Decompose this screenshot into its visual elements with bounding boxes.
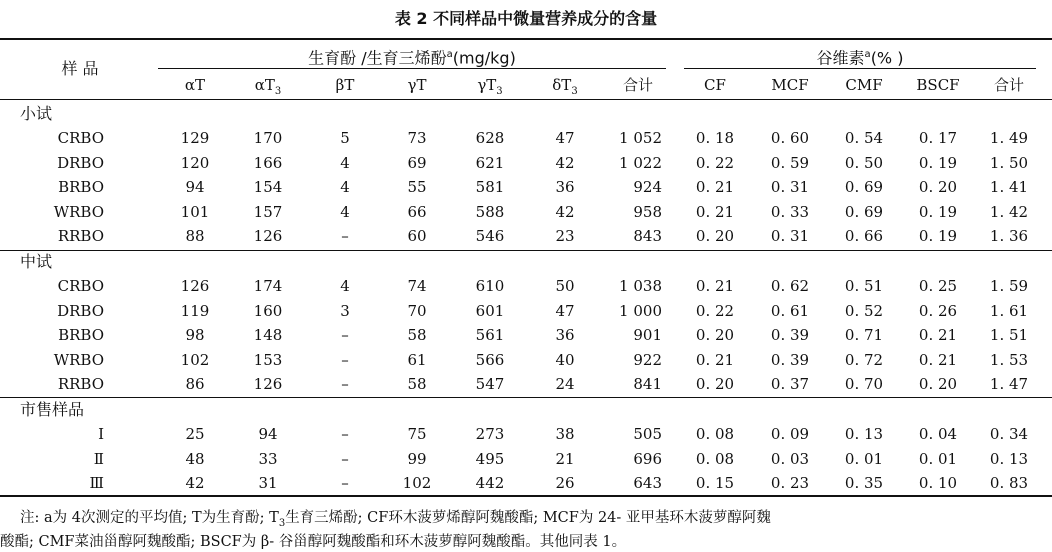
toco-group-header: 生育酚 /生育三烯酚$^a$(mg/kg) <box>308 48 516 68</box>
table-cell-bT: – <box>341 425 349 443</box>
table-cell-dT3: 38 <box>555 425 575 443</box>
col-header-BSCF: BSCF <box>916 76 960 94</box>
table-cell-aT: 25 <box>185 425 205 443</box>
col-header-gT: γT <box>407 76 427 94</box>
table-cell-aT3: 126 <box>253 375 283 394</box>
table-cell-BSCF: 0. 19 <box>918 227 958 246</box>
table-cell-BSCF: 0. 19 <box>918 153 958 172</box>
table-cell-CF: 0. 08 <box>695 425 735 443</box>
table-cell-dT3: 47 <box>555 301 575 320</box>
table-cell-CF: 0. 20 <box>695 227 735 246</box>
table-cell-sum1: 1 052 <box>619 129 662 147</box>
table-cell-BSCF: 0. 25 <box>918 277 958 295</box>
table-cell-sum2: 1. 59 <box>989 277 1029 295</box>
table-cell-CMF: 0. 35 <box>844 474 884 493</box>
table-cell-CMF: 0. 13 <box>844 425 884 443</box>
table-cell-gT: 69 <box>407 153 427 172</box>
table-cell-bT: 5 <box>340 129 350 147</box>
sample-header: 样 品 <box>61 59 99 78</box>
table-cell-sample: WRBO <box>53 202 104 221</box>
table-cell-aT3: 157 <box>253 202 283 221</box>
table-cell-sum2: 0. 13 <box>989 449 1029 468</box>
table-cell-aT3: 148 <box>253 326 283 345</box>
table-cell-MCF: 0. 59 <box>770 153 810 172</box>
table-cell-BSCF: 0. 26 <box>918 301 958 320</box>
table-cell-MCF: 0. 39 <box>770 350 810 369</box>
table-cell-gT3: 495 <box>475 449 505 468</box>
table-cell-bT: – <box>341 227 349 246</box>
table-cell-gT3: 547 <box>475 375 505 394</box>
table-cell-bT: 3 <box>340 301 350 320</box>
table-cell-CF: 0. 21 <box>695 202 735 221</box>
table-cell-sum1: 505 <box>633 425 662 443</box>
table-cell-MCF: 0. 62 <box>770 277 810 295</box>
table-cell-sum2: 1. 53 <box>989 350 1029 369</box>
table-cell-gT: 70 <box>407 301 427 320</box>
table-cell-CF: 0. 22 <box>695 153 735 172</box>
table-cell-CMF: 0. 70 <box>844 375 884 394</box>
table-cell-aT: 48 <box>185 449 205 468</box>
table-cell-sum2: 0. 34 <box>989 425 1029 443</box>
table-cell-CF: 0. 22 <box>695 301 735 320</box>
table-cell-dT3: 21 <box>555 449 575 468</box>
table-cell-aT: 101 <box>180 202 210 221</box>
table-cell-dT3: 42 <box>555 153 575 172</box>
table-cell-MCF: 0. 39 <box>770 326 810 345</box>
table-cell-CMF: 0. 52 <box>844 301 884 320</box>
table-cell-sum2: 1. 61 <box>989 301 1029 320</box>
table-cell-CF: 0. 20 <box>695 326 735 345</box>
col-header-aT3: $\alpha T_3$ <box>254 76 282 97</box>
table-cell-MCF: 0. 31 <box>770 178 810 197</box>
table-cell-sample: WRBO <box>53 350 104 369</box>
table-cell-sample: CRBO <box>57 129 104 147</box>
table-cell-bT: – <box>341 474 349 493</box>
table-cell-bT: 4 <box>340 178 350 197</box>
table-cell-bT: – <box>341 449 349 468</box>
table-cell-sample: BRBO <box>58 326 104 345</box>
table-cell-gT3: 561 <box>475 326 505 345</box>
table-cell-gT: 102 <box>402 474 432 493</box>
table-cell-gT3: 610 <box>475 277 505 295</box>
table-cell-sum1: 696 <box>633 449 662 468</box>
table-cell-bT: – <box>341 350 349 369</box>
table-cell-sample: DRBO <box>57 301 104 320</box>
table-cell-BSCF: 0. 04 <box>918 425 958 443</box>
table-cell-BSCF: 0. 01 <box>918 449 958 468</box>
table-cell-sum2: 1. 50 <box>989 153 1029 172</box>
table-cell-sum1: 841 <box>633 375 662 394</box>
table-cell-aT: 126 <box>180 277 210 295</box>
table-cell-sample: RRBO <box>57 375 104 394</box>
table-cell-gT3: 628 <box>475 129 505 147</box>
footnote-line-2: 酸酯; CMF菜油甾醇阿魏酸酯; BSCF为 β- 谷甾醇阿魏酸酯和环木菠萝醇阿魏酸酯。其他同表 1。 <box>0 534 627 550</box>
table-cell-dT3: 24 <box>555 375 575 394</box>
table-cell-BSCF: 0. 21 <box>918 350 958 369</box>
table-cell-aT: 98 <box>185 326 205 345</box>
table-cell-aT3: 126 <box>253 227 283 246</box>
table-cell-aT: 119 <box>180 301 210 320</box>
table-cell-gT3: 546 <box>475 227 505 246</box>
table-cell-BSCF: 0. 10 <box>918 474 958 493</box>
table-cell-gT: 74 <box>407 277 427 295</box>
col-header-bT: βT <box>335 76 355 94</box>
table-cell-sum2: 1. 49 <box>989 129 1029 147</box>
table-cell-MCF: 0. 33 <box>770 202 810 221</box>
section-label: 市售样品 <box>20 400 85 419</box>
table-cell-sum1: 922 <box>633 350 662 369</box>
table-cell-CMF: 0. 51 <box>844 277 884 295</box>
table-cell-sum1: 643 <box>633 474 662 493</box>
table-cell-sum1: 1 000 <box>619 301 662 320</box>
table-cell-gT3: 601 <box>475 301 505 320</box>
table-cell-BSCF: 0. 21 <box>918 326 958 345</box>
table-cell-sum2: 1. 47 <box>989 375 1029 394</box>
table-cell-bT: 4 <box>340 277 350 295</box>
table-cell-aT: 129 <box>180 129 210 147</box>
table-cell-aT3: 154 <box>253 178 283 197</box>
table-cell-MCF: 0. 37 <box>770 375 810 394</box>
table-cell-MCF: 0. 60 <box>770 129 810 147</box>
col-header-CF: CF <box>704 76 726 94</box>
table-cell-gT3: 442 <box>475 474 505 493</box>
header-bottom-rule <box>0 99 1052 100</box>
table-cell-aT: 102 <box>180 350 210 369</box>
table-cell-gT: 60 <box>407 227 427 246</box>
col-header-sum2: 合计 <box>993 76 1024 94</box>
table-cell-dT3: 50 <box>555 277 575 295</box>
table-cell-CMF: 0. 01 <box>844 449 884 468</box>
col-header-gT3: $\gamma T_3$ <box>477 76 503 97</box>
table-cell-BSCF: 0. 20 <box>918 178 958 197</box>
table-cell-aT3: 160 <box>253 301 283 320</box>
table-cell-CMF: 0. 66 <box>844 227 884 246</box>
table-cell-gT3: 621 <box>475 153 505 172</box>
table-cell-aT: 42 <box>185 474 205 493</box>
table-cell-bT: 4 <box>340 153 350 172</box>
table-cell-aT3: 170 <box>253 129 283 147</box>
table-cell-dT3: 36 <box>555 178 575 197</box>
table-cell-sample: Ⅰ <box>98 425 104 443</box>
col-header-sum1: 合计 <box>622 76 653 94</box>
table-cell-MCF: 0. 09 <box>770 425 810 443</box>
table-cell-MCF: 0. 31 <box>770 227 810 246</box>
table-cell-gT: 61 <box>407 350 427 369</box>
table-cell-dT3: 47 <box>555 129 575 147</box>
table-cell-aT: 88 <box>185 227 205 246</box>
table-cell-CMF: 0. 72 <box>844 350 884 369</box>
table-cell-BSCF: 0. 17 <box>918 129 958 147</box>
table-cell-dT3: 26 <box>555 474 575 493</box>
table-cell-sample: Ⅱ <box>93 449 104 468</box>
table-cell-aT3: 166 <box>253 153 283 172</box>
table-cell-sum1: 843 <box>633 227 662 246</box>
table-cell-gT3: 566 <box>475 350 505 369</box>
table-cell-sum1: 924 <box>633 178 662 197</box>
table-cell-sample: Ⅲ <box>89 474 104 493</box>
table-cell-CF: 0. 08 <box>695 449 735 468</box>
section-label: 小试 <box>20 104 53 123</box>
table-cell-gT: 99 <box>407 449 427 468</box>
table-cell-gT: 58 <box>407 326 427 345</box>
table-cell-aT3: 153 <box>253 350 283 369</box>
table-cell-CMF: 0. 54 <box>844 129 884 147</box>
table-cell-CMF: 0. 71 <box>844 326 884 345</box>
table-cell-CMF: 0. 69 <box>844 202 884 221</box>
table-cell-sample: DRBO <box>57 153 104 172</box>
table-cell-sample: BRBO <box>58 178 104 197</box>
table-cell-MCF: 0. 03 <box>770 449 810 468</box>
table-cell-sum2: 1. 41 <box>989 178 1029 197</box>
table-cell-sample: CRBO <box>57 277 104 295</box>
section-label: 中试 <box>20 252 53 271</box>
table-cell-sum1: 901 <box>633 326 662 345</box>
col-header-CMF: CMF <box>845 76 883 94</box>
top-rule <box>0 38 1052 40</box>
table-cell-sum2: 1. 36 <box>989 227 1029 246</box>
table-cell-BSCF: 0. 20 <box>918 375 958 394</box>
table-cell-sum1: 1 022 <box>619 153 662 172</box>
table-cell-sample: RRBO <box>57 227 104 246</box>
section-rule-2 <box>0 397 1052 398</box>
oryz-group-header: 谷维素$^a$(% ) <box>816 48 904 68</box>
table-cell-CF: 0. 21 <box>695 277 735 295</box>
table-cell-dT3: 42 <box>555 202 575 221</box>
table-cell-gT3: 581 <box>475 178 505 197</box>
col-header-MCF: MCF <box>771 76 809 94</box>
table-cell-aT: 94 <box>185 178 205 197</box>
table-cell-aT: 86 <box>185 375 205 394</box>
table-cell-gT: 75 <box>407 425 427 443</box>
table-cell-sum1: 958 <box>633 202 662 221</box>
bottom-rule <box>0 495 1052 497</box>
table-cell-CF: 0. 21 <box>695 350 735 369</box>
table-cell-gT3: 273 <box>475 425 505 443</box>
table-cell-sum2: 0. 83 <box>989 474 1029 493</box>
table-cell-gT: 58 <box>407 375 427 394</box>
table-cell-BSCF: 0. 19 <box>918 202 958 221</box>
table-cell-bT: 4 <box>340 202 350 221</box>
table-cell-MCF: 0. 23 <box>770 474 810 493</box>
table-cell-dT3: 36 <box>555 326 575 345</box>
table-cell-aT3: 31 <box>258 474 278 493</box>
table-cell-CMF: 0. 50 <box>844 153 884 172</box>
table-title: 表 2 不同样品中微量营养成分的含量 <box>394 9 658 28</box>
col-header-aT: αT <box>184 76 206 94</box>
table-cell-CF: 0. 20 <box>695 375 735 394</box>
col-header-dT3: $\delta T_3$ <box>552 76 578 97</box>
table-cell-gT: 55 <box>407 178 427 197</box>
table-cell-sum2: 1. 51 <box>989 326 1029 345</box>
table-cell-gT3: 588 <box>475 202 505 221</box>
table-cell-MCF: 0. 61 <box>770 301 810 320</box>
table-cell-gT: 66 <box>407 202 427 221</box>
table-cell-gT: 73 <box>407 129 427 147</box>
table-cell-CMF: 0. 69 <box>844 178 884 197</box>
table-cell-sum2: 1. 42 <box>989 202 1029 221</box>
table-cell-aT3: 33 <box>258 449 278 468</box>
table-cell-aT3: 174 <box>253 277 283 295</box>
section-rule-1 <box>0 250 1052 251</box>
table-cell-bT: – <box>341 375 349 394</box>
table-cell-bT: – <box>341 326 349 345</box>
table-cell-aT: 120 <box>180 153 210 172</box>
table-cell-CF: 0. 18 <box>695 129 735 147</box>
table-cell-CF: 0. 21 <box>695 178 735 197</box>
table-cell-dT3: 40 <box>555 350 575 369</box>
table-cell-CF: 0. 15 <box>695 474 735 493</box>
footnote-line-1: 注: a为 4次测定的平均值; T为生育酚; $T_3$生育三烯酚; CF环木菠萝烯醇阿魏酸酯; MCF为 24- 亚甲基环木菠萝醇阿魏 <box>20 510 771 529</box>
table-cell-aT3: 94 <box>258 425 278 443</box>
table-cell-dT3: 23 <box>555 227 575 246</box>
table-cell-sum1: 1 038 <box>619 277 662 295</box>
